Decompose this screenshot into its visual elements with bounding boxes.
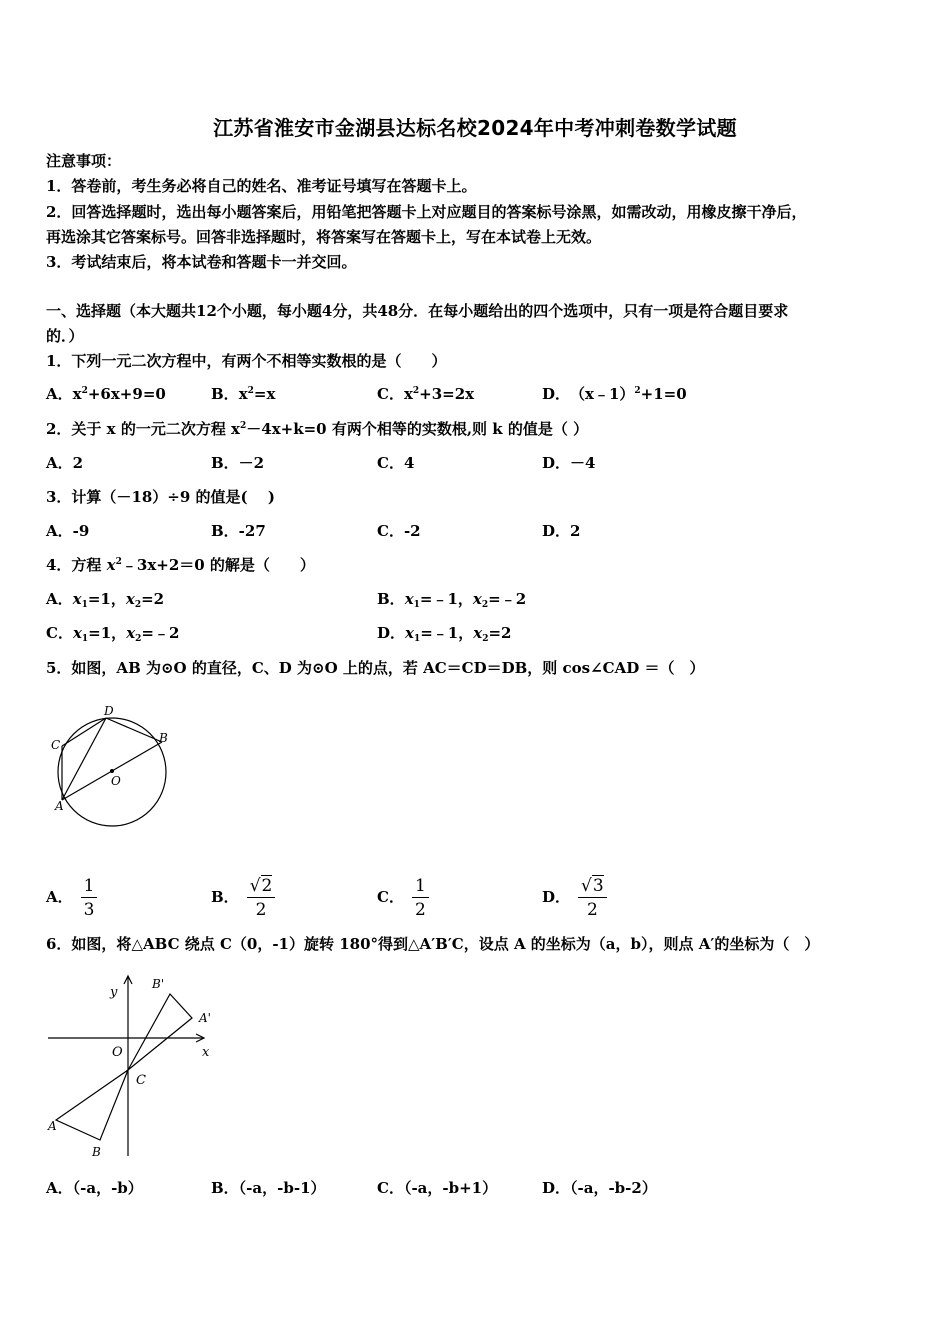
q6-label-x: x <box>202 1045 210 1060</box>
q6-rotation-figure <box>44 970 219 1162</box>
notice-item-3: 3．考试结束后，将本试卷和答题卡一并交回。 <box>46 253 357 271</box>
q3-option-d: D．2 <box>542 522 581 540</box>
q5-option-a: A． $\frac{1}{3}$ <box>46 876 97 920</box>
q5-option-b: B． $\frac{√2}{2}$ <box>211 876 275 920</box>
q6-option-b: B．（-a，-b-1） <box>211 1179 326 1197</box>
q4-option-d: D．$x_1=﹣1$，$x_2=2$ <box>377 624 512 644</box>
q4-option-b: B．$x_1=﹣1$，$x_2=﹣2$ <box>377 590 527 610</box>
q4-option-a: A．$x_1=1$，$x_2=2$ <box>46 590 165 610</box>
page-title: 江苏省淮安市金湖县达标名校2024年中考冲刺卷数学试题 <box>213 116 737 140</box>
q1-option-c: C．$x^2+3=2x$ <box>377 385 475 403</box>
q1-stem: 1．下列一元二次方程中，有两个不相等实数根的是（ ） <box>46 352 447 370</box>
q2-stem: 2．关于 x 的一元二次方程 $x^2-4x+k=0$ 有两个相等的实数根,则 k 的值是（ ） <box>46 420 589 438</box>
section-heading-line1: 一、选择题（本大题共12个小题，每小题4分，共48分．在每小题给出的四个选项中，只有一项是符合题目要求 <box>46 302 789 320</box>
q5-option-d: D． $\frac{√3}{2}$ <box>542 876 607 920</box>
notice-item-1: 1．答卷前，考生务必将自己的姓名、准考证号填写在答题卡上。 <box>46 177 477 195</box>
q4-option-c: C．$x_1=1$，$x_2=﹣2$ <box>46 624 180 644</box>
q5-segment-cd <box>62 718 106 746</box>
q6-label-b: B <box>92 1145 101 1159</box>
q3-option-a: A．-9 <box>46 522 90 540</box>
q3-option-b: B．-27 <box>211 522 266 540</box>
q6-triangle-a1b1c <box>128 994 192 1070</box>
q5-option-c: C． $\frac{1}{2}$ <box>377 876 429 920</box>
q3-option-c: C．-2 <box>377 522 421 540</box>
q6-label-a1: A' <box>199 1011 211 1025</box>
q5-label-a: A <box>55 799 64 813</box>
q3-stem: 3．计算（－18）÷9 的值是( ) <box>46 488 275 506</box>
q5-center-dot <box>110 769 114 773</box>
q6-stem: 6．如图，将△ABC 绕点 C（0，-1）旋转 180°得到△A′B′C，设点 A 的坐标为（a，b），则点 A′的坐标为（ ） <box>46 935 820 953</box>
notice-item-2a: 2．回答选择题时，选出每小题答案后，用铅笔把答题卡上对应题目的答案标号涂黑，如需改动，用橡皮擦干净后， <box>46 203 807 221</box>
notice-item-2b: 再选涂其它答案标号。回答非选择题时，将答案写在答题卡上，写在本试卷上无效。 <box>46 228 602 246</box>
q5-stem: 5．如图，AB 为⊙O 的直径，C、D 为⊙O 上的点，若 AC＝CD＝DB，则 cos∠CAD ＝（ ） <box>46 659 705 677</box>
q5-circle-figure <box>44 700 174 830</box>
notice-heading: 注意事项： <box>46 152 122 170</box>
q6-option-c: C．（-a，-b+1） <box>377 1179 498 1197</box>
q2-option-b: B．－2 <box>211 454 265 472</box>
q6-label-a: A <box>48 1119 57 1133</box>
q4-stem: 4．方程 $x^2﹣3x+2=0$ 的解是（ ） <box>46 556 315 574</box>
q5-segment-db <box>106 718 162 742</box>
q1-option-d: D．（x﹣1）$^2$+1=0 <box>542 385 687 403</box>
q6-label-b1: B' <box>152 977 165 991</box>
q6-option-d: D．（-a，-b-2） <box>542 1179 657 1197</box>
q6-triangle-abc <box>56 1070 128 1140</box>
q6-label-c: C <box>136 1073 146 1088</box>
q1-option-a: A．$x^2+6x+9=0$ <box>46 385 166 403</box>
q5-label-d: D <box>104 704 114 718</box>
q5-label-b: B <box>159 731 168 745</box>
q2-option-c: C．4 <box>377 454 415 472</box>
q6-label-o: O <box>112 1045 123 1060</box>
q6-option-a: A．（-a，-b） <box>46 1179 143 1197</box>
q5-label-c: C <box>51 738 61 752</box>
q1-option-b: B．$x^2=x$ <box>211 385 276 403</box>
q6-label-y: y <box>110 985 118 1000</box>
q5-label-o: O <box>111 774 121 788</box>
section-heading-line2: 的．） <box>46 327 84 345</box>
q2-option-a: A．2 <box>46 454 84 472</box>
q2-option-d: D．－4 <box>542 454 596 472</box>
